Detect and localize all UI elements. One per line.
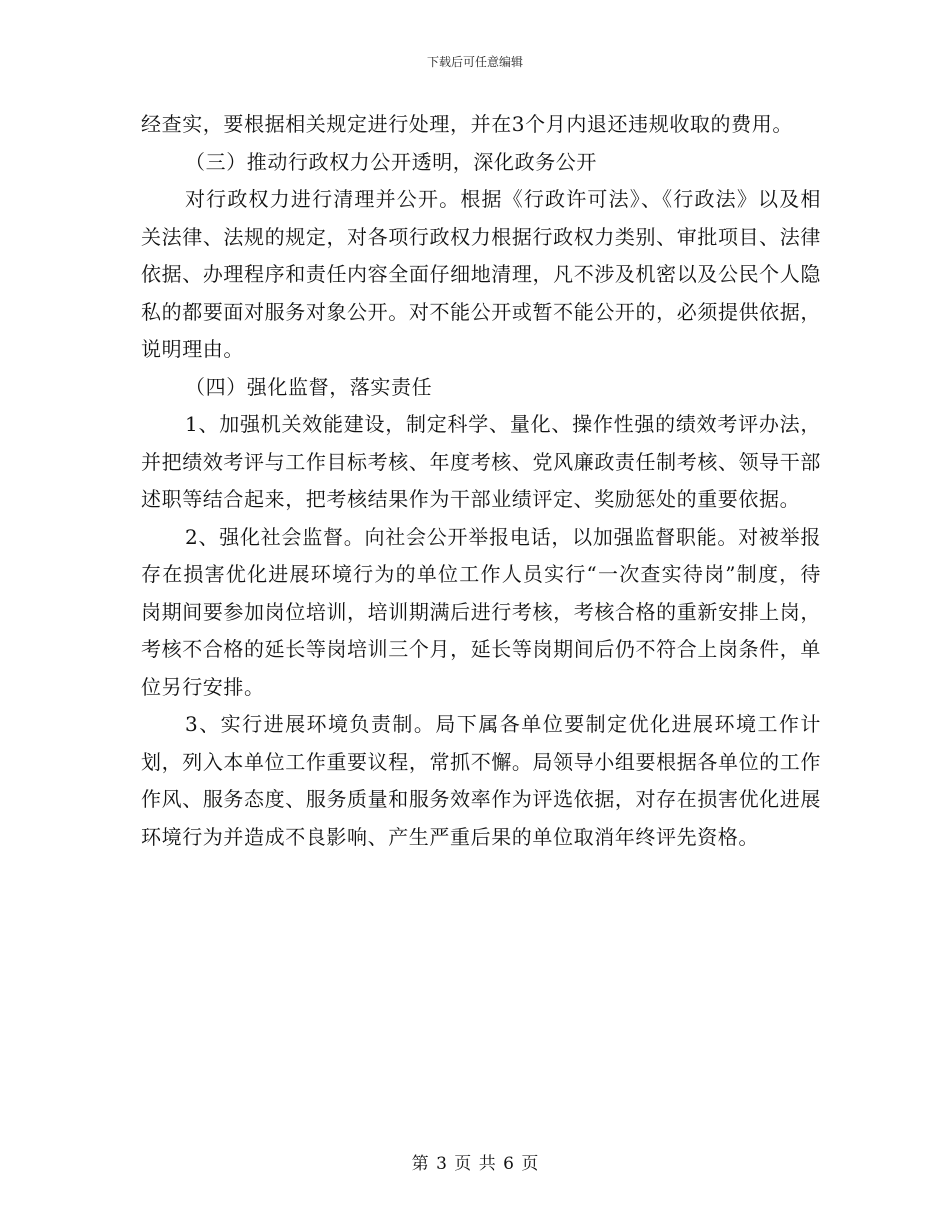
section-heading-three: （三）推动行政权力公开透明，深化政务公开 [185, 149, 597, 174]
paragraph-item-2: 2、强化社会监督。向社会公开举报电话，以加强监督职能。对被举报存在损害优化进展环境行为的单位工作人员实行“一次查实待岗”制度，待岗期间要参加岗位培训，培训期满后进行考核，考核合格的重新安排上岗，考核不合格的延长等岗培训三个月，延长等岗期间后仍不符合上岗条件，单位另行安排。 [141, 524, 821, 699]
paragraph-continuation: 经查实，要根据相关规定进行处理，并在3个月内退还违规收取的费用。 [141, 112, 793, 136]
section-heading-four: （四）强化监督，落实责任 [185, 374, 433, 399]
page-footer: 第 3 页 共 6 页 [411, 1154, 539, 1174]
paragraph-power-disclosure: 对行政权力进行清理并公开。根据《行政许可法》、《行政法》以及相关法律、法规的规定，对各项行政权力根据行政权力类别、审批项目、法律依据、办理程序和责任内容全面仔细地清理，凡不涉及机密以及公民个人隐私的都要面对服务对象公开。对不能公开或暂不能公开的，必须提供依据，说明理由。 [141, 187, 821, 361]
page-header: 下载后可任意编辑 [426, 55, 523, 69]
paragraph-item-1: 1、加强机关效能建设，制定科学、量化、操作性强的绩效考评办法，并把绩效考评与工作目标考核、年度考核、党风廉政责任制考核、领导干部述职等结合起来，把考核结果作为干部业绩评定、奖励惩处的重要依据。 [141, 412, 821, 511]
document-body [141, 106, 821, 856]
paragraph-item-3: 3、实行进展环境负责制。局下属各单位要制定优化进展环境工作计划，列入本单位工作重要议程，常抓不懈。局领导小组要根据各单位的工作作风、服务态度、服务质量和服务效率作为评选依据，对存在损害优化进展环境行为并造成不良影响、产生严重后果的单位取消年终评先资格。 [141, 712, 821, 849]
